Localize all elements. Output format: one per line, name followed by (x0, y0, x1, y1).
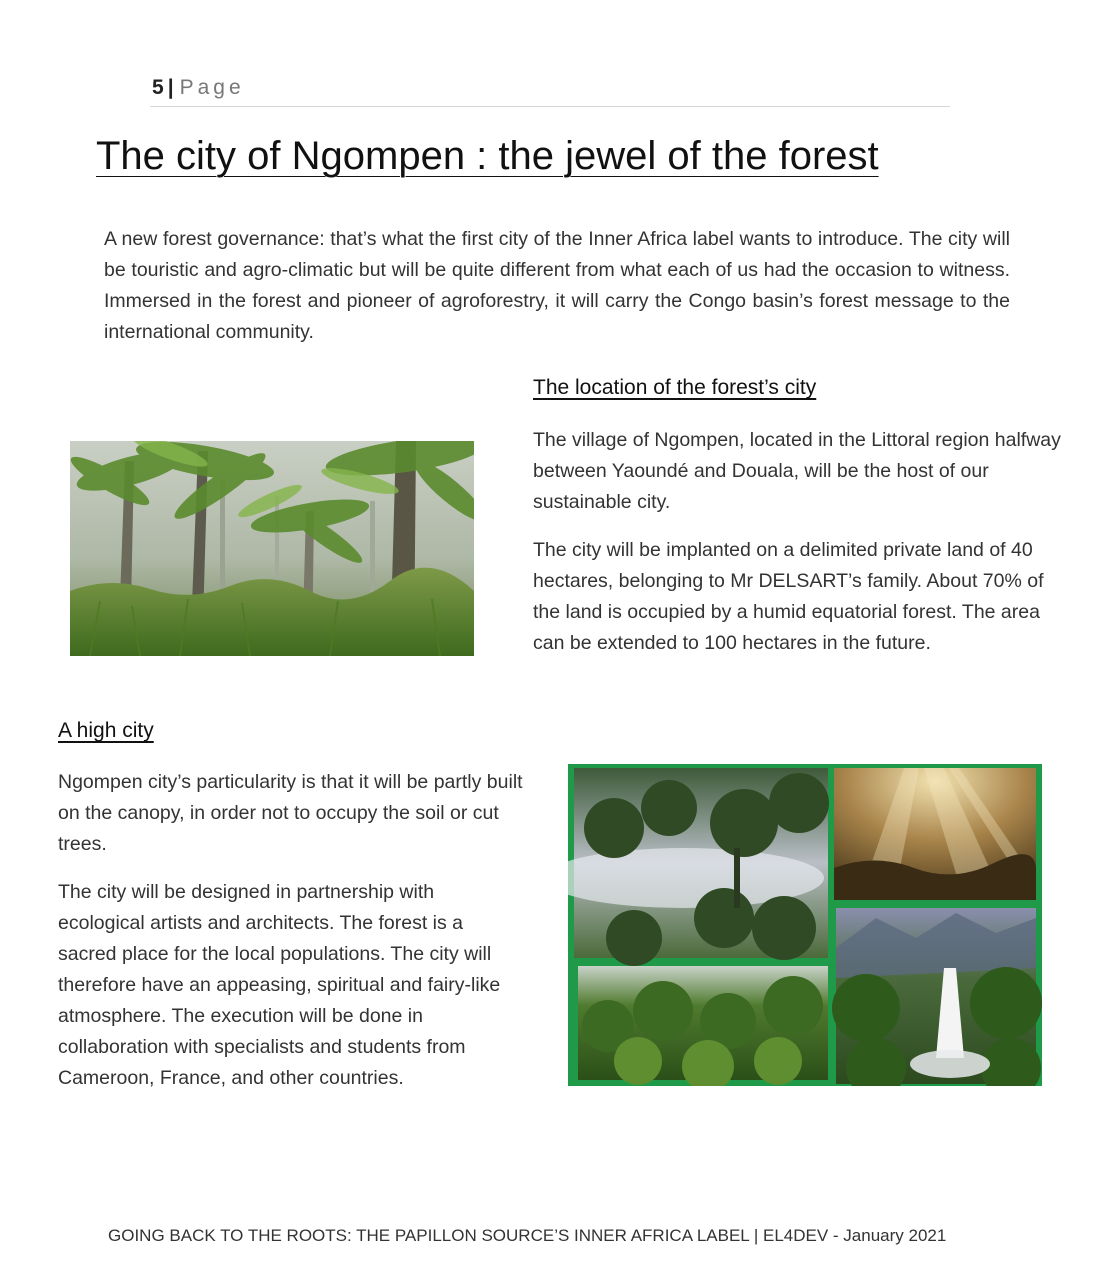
page-number: 5 (152, 76, 164, 99)
high-city-heading: A high city (58, 719, 154, 742)
high-city-text (58, 767, 526, 1111)
location-paragraph: The village of Ngompen, located in the Littoral region halfway between Yaoundé and Douala, will be the host of our sustainable city. (533, 429, 1061, 513)
intro-paragraph: A new forest governance: that’s what the first city of the Inner Africa label wants to introduce. The city will be touristic and agro-climatic but will be quite different from what each of us had the occasion to witness. Immersed in the forest and pioneer of agroforestry, it will carry the Congo basin’s forest message to the international community. (104, 228, 1010, 343)
location-paragraph: The city will be implanted on a delimited private land of 40 hectares, belonging to Mr DELSART’s family. About 70% of the land is occupied by a humid equatorial forest. The area can be extended to 100 hectares in the future. (533, 539, 1044, 654)
page-header (152, 76, 245, 100)
page-word: Page (179, 76, 245, 99)
location-text (533, 425, 1061, 676)
page-title: The city of Ngompen : the jewel of the forest (96, 134, 879, 178)
high-city-paragraph: Ngompen city’s particularity is that it will be partly built on the canopy, in order not to occupy the soil or cut trees. (58, 771, 523, 855)
page-footer: GOING BACK TO THE ROOTS: THE PAPILLON SOURCE’S INNER AFRICA LABEL | EL4DEV - January 2021 (108, 1226, 947, 1245)
location-heading: The location of the forest’s city (533, 376, 817, 399)
page-separator: | (167, 76, 174, 99)
header-rule (150, 106, 950, 107)
high-city-paragraph: The city will be designed in partnership with ecological artists and architects. The forest is a sacred place for the local populations. The city will therefore have an appeasing, spiritual and fairy-like atmosphere. The execution will be done in collaboration with specialists and students from Cameroon, France, and other countries. (58, 881, 501, 1089)
forest-collage-image (568, 764, 1042, 1086)
palm-forest-image (70, 441, 474, 656)
